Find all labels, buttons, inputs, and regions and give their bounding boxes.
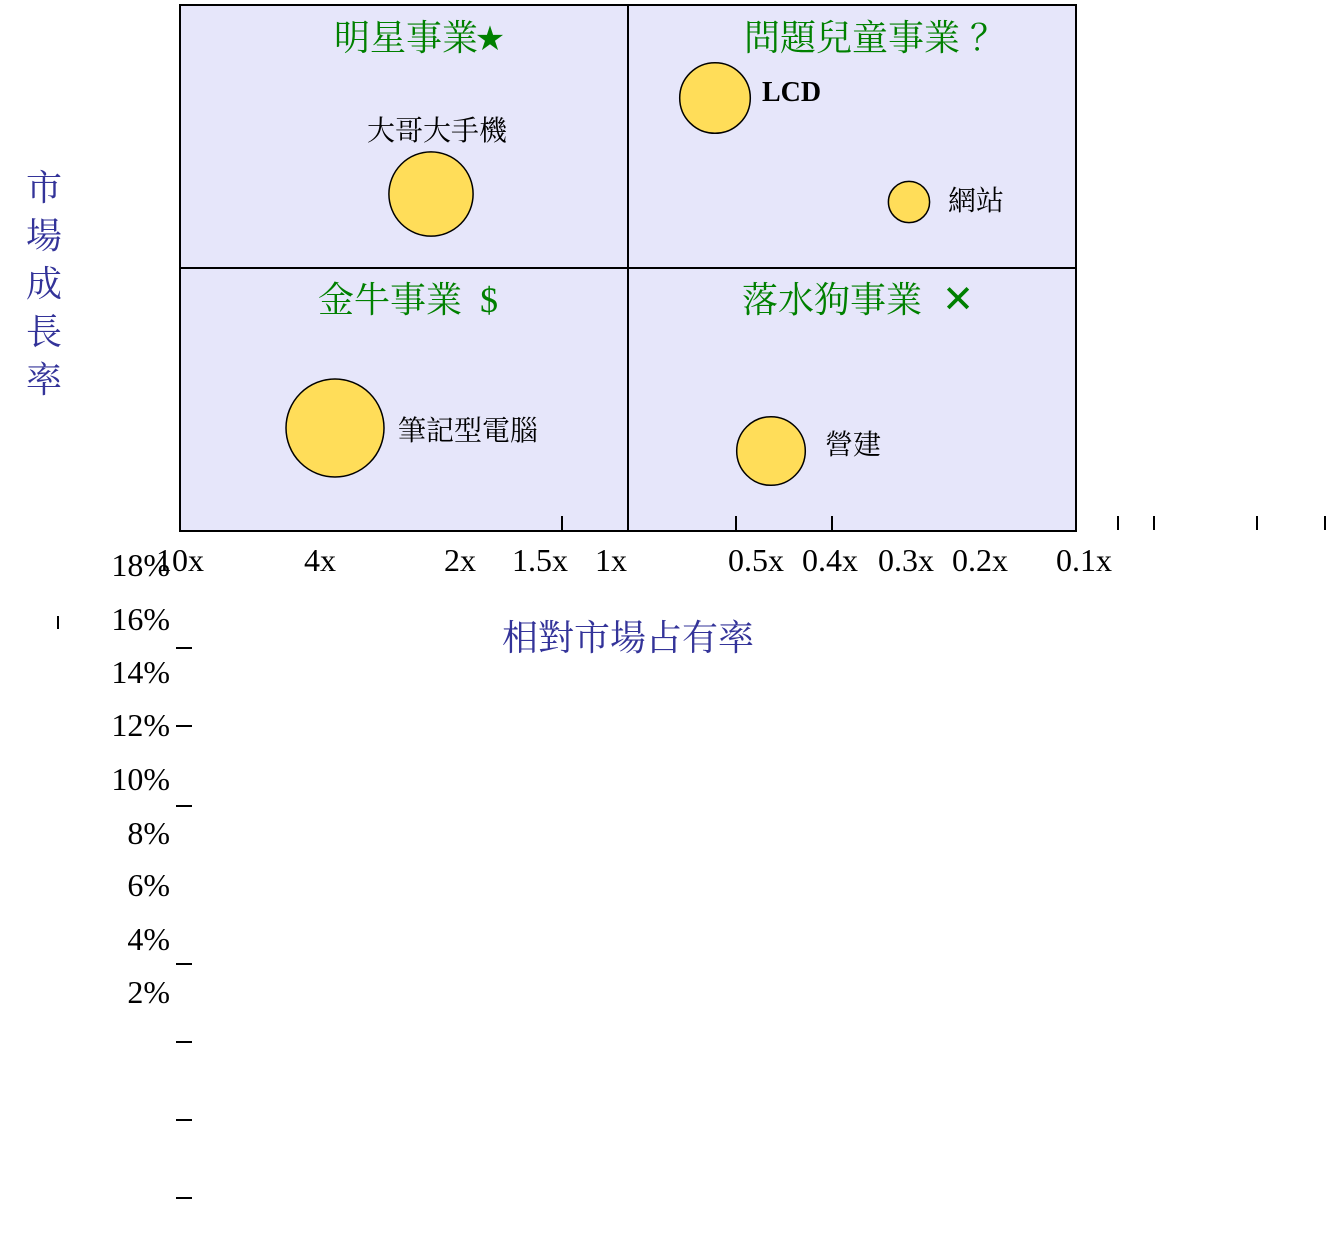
quadrant-label-stars: 明星事業	[333, 18, 479, 58]
x-tick-label: 10x	[156, 542, 204, 578]
x-tick-labels	[156, 542, 1112, 578]
y-axis-title-char: 市	[25, 168, 63, 208]
y-tick-label: 6%	[127, 867, 170, 903]
bubble	[680, 63, 751, 134]
x-tick-label: 2x	[444, 542, 476, 578]
bubble-label: 大哥大手機	[366, 114, 508, 147]
x-tick-label: 0.1x	[1056, 542, 1112, 578]
bubble-label: 筆記型電腦	[398, 414, 539, 447]
quadrant-label-cash-cows: 金牛事業	[317, 280, 463, 320]
bubble-label: 營建	[825, 428, 882, 461]
quadrant-label-question-marks: 問題兒童事業	[743, 18, 961, 58]
y-axis-title	[26, 168, 62, 400]
x-tick-label: 1.5x	[512, 542, 568, 578]
quadrant-label-dogs: 落水狗事業	[741, 280, 923, 320]
y-tick-label: 12%	[111, 707, 170, 743]
dollar-symbol-icon: $	[480, 280, 498, 320]
bubble	[888, 181, 929, 222]
y-tick-label: 14%	[111, 654, 170, 690]
y-axis-title-char: 場	[25, 216, 63, 256]
x-tick-label: 0.3x	[878, 542, 934, 578]
bubble-label: 網站	[948, 184, 1005, 217]
y-tick-label: 4%	[127, 921, 170, 957]
bubble	[286, 379, 384, 477]
bubble	[737, 417, 806, 486]
y-tick-label: 16%	[111, 601, 170, 637]
star-symbol-icon: ★	[474, 19, 506, 59]
y-tick-label: 2%	[127, 974, 170, 1010]
bubble	[389, 152, 473, 236]
cross-symbol-icon: ✕	[942, 277, 974, 321]
x-tick-label: 0.2x	[952, 542, 1008, 578]
x-tick-label: 1x	[595, 542, 627, 578]
y-tick-label: 18%	[111, 547, 170, 583]
x-tick-label: 4x	[304, 542, 336, 578]
question-symbol-icon: ？	[969, 18, 1007, 58]
x-axis-title: 相對市場占有率	[501, 618, 755, 658]
y-axis-title-char: 率	[25, 360, 63, 400]
y-axis-title-char: 長	[25, 312, 63, 352]
y-tick-label: 8%	[127, 815, 170, 851]
x-tick-label: 0.4x	[802, 542, 858, 578]
y-axis-title-char: 成	[25, 264, 63, 304]
y-tick-label: 10%	[111, 761, 170, 797]
x-tick-label: 0.5x	[728, 542, 784, 578]
y-tick-labels	[111, 547, 170, 1010]
bubble-label: LCD	[762, 77, 822, 108]
